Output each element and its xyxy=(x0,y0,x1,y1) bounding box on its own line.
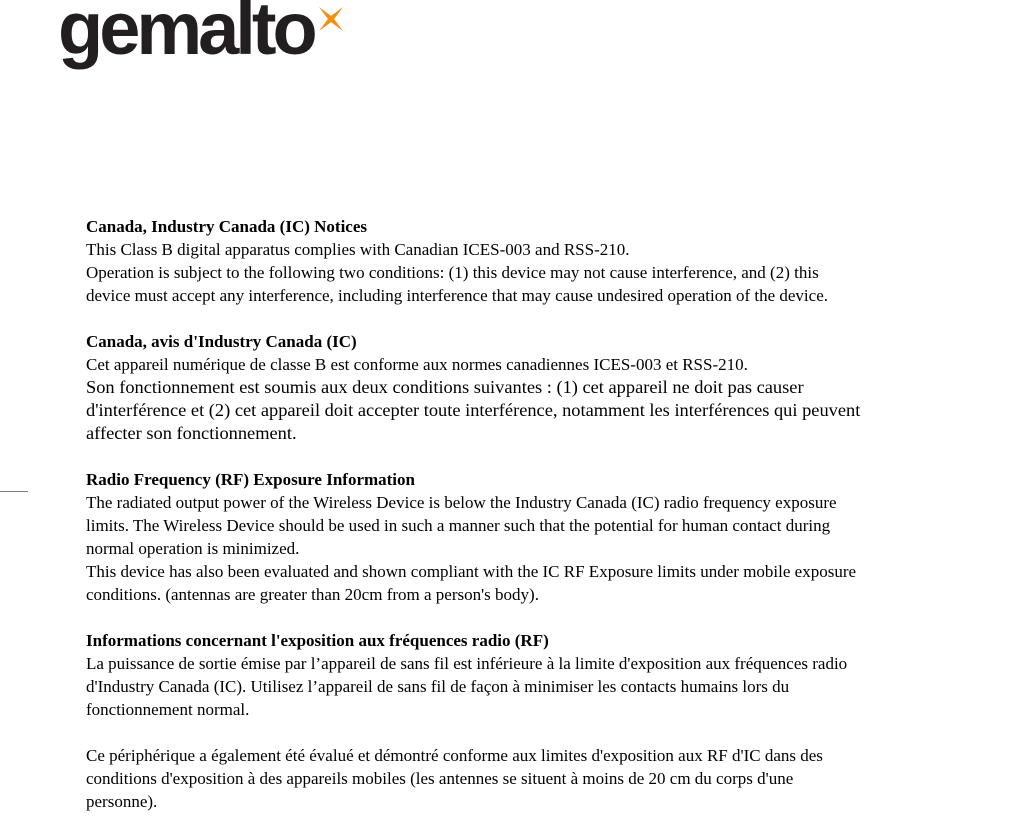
section-heading: Radio Frequency (RF) Exposure Information xyxy=(86,470,415,489)
section-exposition-rf xyxy=(86,629,996,813)
paragraph-line: limits. The Wireless Device should be used in such a manner such that the potential for human contact during xyxy=(86,516,831,535)
paragraph-line: Son fonctionnement est soumis aux deux conditions suivantes : (1) cet appareil ne doit pas causer xyxy=(86,377,804,397)
paragraph-line: device must accept any interference, including interference that may cause undesired operation of the device. xyxy=(86,286,828,305)
paragraph-line: conditions. (antennas are greater than 20cm from a person's body). xyxy=(86,585,539,604)
section-ic-notices xyxy=(86,215,996,307)
paragraph-line: Operation is subject to the following two conditions: (1) this device may not cause interference, and (2) this xyxy=(86,263,819,282)
paragraph-line: affecter son fonctionnement. xyxy=(86,423,297,443)
section-heading: Canada, Industry Canada (IC) Notices xyxy=(86,217,368,236)
paragraph-line: normal operation is minimized. xyxy=(86,539,300,558)
margin-rule xyxy=(0,491,28,492)
section-avis-ic xyxy=(86,330,996,445)
section-rf-exposure xyxy=(86,468,996,606)
paragraph-line: This device has also been evaluated and shown compliant with the IC RF Exposure limits under mobile exposure xyxy=(86,562,857,581)
orange-x-star-icon xyxy=(314,2,348,36)
gemalto-logo xyxy=(58,0,358,95)
paragraph-line: La puissance de sortie émise par l’appareil de sans fil est inférieure à la limite d'exposition aux fréquences radio xyxy=(86,654,848,673)
paragraph-line: d'Industry Canada (IC). Utilisez l’appareil de sans fil de façon à minimiser les contacts humains lors du xyxy=(86,677,790,696)
paragraph-line: Cet appareil numérique de classe B est conforme aux normes canadiennes ICES-003 et RSS-210. xyxy=(86,355,748,374)
paragraph-line: conditions d'exposition à des appareils mobiles (les antennes se situent à moins de 20 cm du corps d'une xyxy=(86,769,794,788)
section-heading: Informations concernant l'exposition aux fréquences radio (RF) xyxy=(86,631,549,650)
section-heading: Canada, avis d'Industry Canada (IC) xyxy=(86,332,357,351)
paragraph-line: d'interférence et (2) cet appareil doit accepter toute interférence, notamment les interférences qui peuvent xyxy=(86,400,861,420)
paragraph-line: This Class B digital apparatus complies with Canadian ICES-003 and RSS-210. xyxy=(86,240,630,259)
logo-wordmark: gemalto xyxy=(58,0,314,70)
paragraph-line: Ce périphérique a également été évalué et démontré conforme aux limites d'exposition aux RF d'IC dans des xyxy=(86,746,823,765)
paragraph-line: fonctionnement normal. xyxy=(86,700,250,719)
paragraph-line: personne). xyxy=(86,792,158,811)
paragraph-gap xyxy=(86,721,996,744)
paragraph-line: The radiated output power of the Wireless Device is below the Industry Canada (IC) radio frequency exposure xyxy=(86,493,837,512)
document-body xyxy=(86,215,996,836)
